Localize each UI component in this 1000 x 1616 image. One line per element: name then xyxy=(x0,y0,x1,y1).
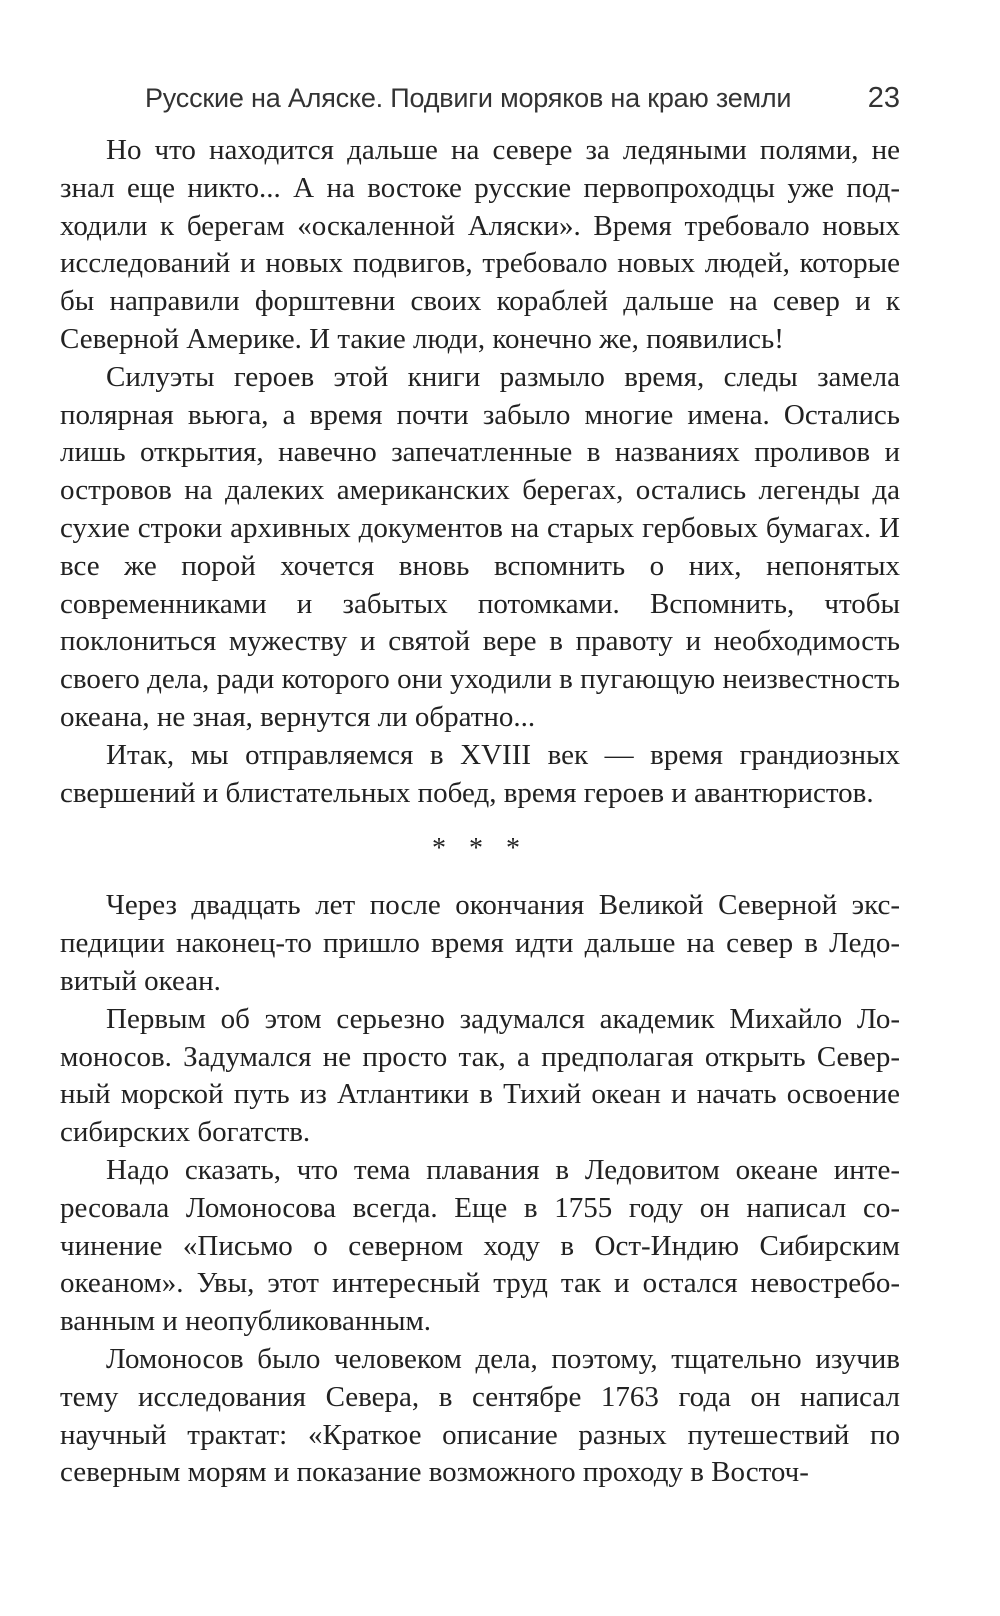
paragraph: Надо сказать, что тема плавания в Ледовитом океане интересовала Ломоносова всегда. Еще в 1755 году он написал сочинение «Письмо о северном ходу в Ост-Индию Сибирским океаном». Увы, этот интересный труд так и остался невостребованным и неопубликованным. xyxy=(60,1153,900,1338)
paragraph: Через двадцать лет после окончания Великой Северной экспедиции наконец-то пришло время идти дальше на север в Ледовитый океан. xyxy=(60,889,900,997)
page-number: 23 xyxy=(867,82,900,114)
section-separator: * * * xyxy=(432,833,528,865)
paragraph: Но что находится дальше на севере за ледяными полями, не знал еще никто... А на востоке русские первопроходцы уже подходили к берегам «оскаленной Аляски». Время требовало новых исследований и новых подвигов, требовало новых людей, которые бы направили форштевни своих кораблей дальше на север и к Северной Америке. И такие люди, конечно же, появились! xyxy=(60,134,900,355)
paragraph: Ломоносов было человеком дела, поэтому, тщательно изучив тему исследования Севера, в сентябре 1763 года он написал научный трактат: «Краткое описание разных путешествий по северным морям и показание возможного проходу в Восточ- xyxy=(60,1342,900,1489)
running-head xyxy=(60,78,900,118)
paragraph: Итак, мы отправляемся в XVIII век — время грандиозных свершений и блистательных побед, время героев и авантюристов. xyxy=(60,738,900,809)
paragraph: Первым об этом серьезно задумался академик Михайло Ломоносов. Задумался не просто так, а предполагая открыть Северный морской путь из Атлантики в Тихий океан и начать освоение сибирских богатств. xyxy=(60,1002,900,1149)
running-title: Русские на Аляске. Подвиги моряков на краю земли xyxy=(145,83,792,113)
paragraph: Силуэты героев этой книги размыло время, следы замела полярная вьюга, а время почти забыло многие имена. Остались лишь открытия, навечно запечатленные в названиях проливов и островов на далеких американских берегах, остались легенды да сухие строки архивных документов на старых гербовых бумагах. И все же порой хочется вновь вспомнить о них, непонятых современниками и забытых потомками. Вспомнить, чтобы поклониться мужеству и святой вере в правоту и необходимость своего дела, ради которого они уходили в пугающую неизвестность океана, не зная, вернутся ли обратно... xyxy=(60,360,900,733)
body-text xyxy=(60,132,900,1492)
